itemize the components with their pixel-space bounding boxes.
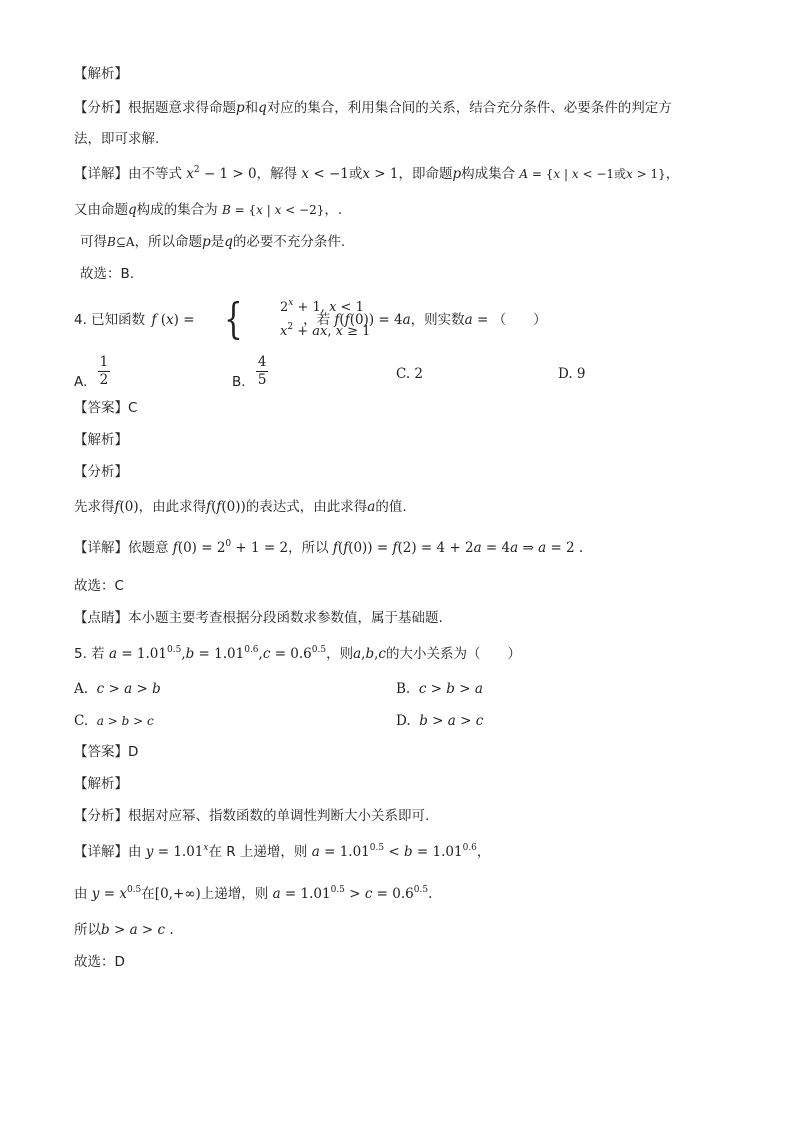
fraction-1-2: $\frac{1}{2}$: [99, 354, 109, 388]
text: 在: [141, 886, 155, 902]
text: 的大小关系为（ ）: [385, 646, 521, 662]
p3-analysis-line-1: 【分析】根据题意求得命题p和q对应的集合，利用集合间的关系，结合充分条件、必要条件的判定方: [74, 100, 672, 116]
text: 可得: [80, 234, 107, 250]
q4-dianjing: [74, 608, 443, 628]
piecewise-case-2: $x^2$ + ax, x ≥ 1: [280, 322, 371, 339]
text: B.: [232, 373, 246, 390]
text: 【答案】: [74, 744, 128, 760]
p3-detail-line-2: 又由命题q构成的集合为 B = {x | x < −2}，.: [74, 202, 343, 218]
text: 【点睛】: [74, 610, 128, 626]
q5-option-c: C. a > b > c: [74, 713, 154, 729]
jiexi-label: 【解析】: [74, 66, 128, 82]
text: B.: [396, 681, 411, 697]
text: 【详解】: [74, 844, 128, 860]
text: 【答案】: [74, 400, 128, 416]
text: A.: [74, 681, 89, 697]
text: 根据题意求得命题: [128, 100, 236, 116]
q4-option-b: [232, 354, 268, 389]
p3-detail-line-3: 可得B⊆A，所以命题p是q的必要不充分条件.: [80, 234, 346, 250]
q4-answer: [74, 398, 137, 418]
text: 由: [128, 844, 142, 860]
text: 5. 若: [74, 646, 105, 662]
q5-stem: 5. 若 $a = 1.01^{0.5},b = 1.01^{0.6},c = 0.6^{0.5}$，则a,b,c的大小关系为（ ）: [74, 645, 521, 662]
text: 的值.: [375, 499, 407, 515]
text: 或: [348, 166, 363, 182]
q4-option-c: C. 2: [396, 366, 424, 382]
q4-stem: 4. 已知函数 f (x) = { $2^x + 1$, x < 1 $x^2$ + ax, x ≥ 1 ，若 f(f(0)) = 4a，则实数a = （ ）: [74, 294, 547, 343]
text: 所以: [74, 922, 101, 938]
text: 上递增，则: [200, 886, 269, 902]
q4-detail: 【详解】依题意 $f(0) = 2^0 + 1 = 2$，所以 f(f(0)) = f(2) = 4 + 2a = 4a ⇒ a = 2 .: [74, 539, 584, 556]
q5-option-d: D. b > a > c: [396, 713, 484, 729]
q5-analysis: [74, 806, 429, 826]
text: ，则实数: [410, 312, 465, 328]
text: D.: [396, 713, 411, 729]
text: 根据对应幂、指数函数的单调性判断大小关系即可.: [128, 808, 430, 824]
text: 【详解】: [74, 540, 128, 556]
q4-option-d: D. 9: [558, 366, 586, 382]
jiexi-heading-3: [74, 64, 128, 84]
q4-analysis: 先求得f(0)，由此求得f(f(0))的表达式，由此求得a的值.: [74, 499, 407, 515]
text: 对应的集合，利用集合间的关系，结合充分条件、必要条件的判定方: [266, 100, 672, 116]
text: ，所以命题: [134, 234, 203, 250]
text: 是: [210, 234, 225, 250]
fenxi-label: 【分析】: [74, 100, 128, 116]
text: 先求得: [74, 499, 115, 515]
text: 的必要不充分条件.: [232, 234, 346, 250]
jiexi-heading-4: 【解析】: [74, 432, 128, 448]
text: ，: [476, 844, 491, 860]
q5-option-a: A. c > a > b: [74, 681, 161, 697]
text: 和: [244, 100, 259, 116]
text: 构成集合: [461, 166, 516, 182]
piecewise-brace: {: [224, 294, 243, 343]
q5-conclusion: 所以b > a > c .: [74, 922, 174, 938]
p3-detail-line-1: 【详解】由不等式 $x^2 - 1 > 0$，解得 x < −1或x > 1，即命题p构成集合 A = {x | x < −1或x > 1}，: [74, 165, 680, 182]
text: ，由此求得: [138, 499, 207, 515]
piecewise-case-1: $2^x + 1$, x < 1: [280, 298, 364, 315]
q4-choice: 故选：C: [74, 578, 124, 594]
q4-option-a: [74, 354, 110, 389]
text: ，: [665, 166, 680, 182]
text: ，则: [326, 646, 354, 662]
text: ，即命题: [398, 166, 453, 182]
q5-option-b: B. c > b > a: [396, 681, 483, 697]
p3-choice: 故选：B.: [80, 266, 135, 282]
text: ，解得: [256, 166, 298, 182]
text: 构成的集合为: [136, 202, 218, 218]
text: C: [128, 400, 138, 416]
text: 【分析】: [74, 808, 128, 824]
text: ，所以: [288, 540, 329, 556]
fenxi-heading-4: 【分析】: [74, 464, 128, 480]
text: 法，即可求解.: [74, 131, 160, 147]
text: ，若: [303, 312, 331, 328]
text: 在 R 上递增，则: [208, 844, 308, 860]
text: （ ）: [492, 312, 547, 328]
text: 4. 已知函数: [74, 312, 146, 328]
text: ，.: [324, 202, 343, 218]
text: 依题意: [128, 540, 169, 556]
text: 又由命题: [74, 202, 128, 218]
text: A.: [74, 373, 88, 390]
q5-detail-line-2: 由 $y = x^{0.5}$在[0,+∞)上递增，则 $a = 1.01^{0.5} > c = 0.6^{0.5}$.: [74, 885, 433, 902]
q5-detail-line-1: 【详解】由 $y = 1.01^x$在 R 上递增，则 $a = 1.01^{0.5} < b = 1.01^{0.6}$，: [74, 843, 491, 860]
q5-answer: [74, 742, 138, 762]
text: D: [128, 744, 139, 760]
text: 由: [74, 886, 88, 902]
text: 或: [614, 167, 627, 181]
fraction-4-5: $\frac{4}{5}$: [257, 354, 267, 388]
text: 的表达式，由此求得: [245, 499, 368, 515]
p3-analysis-line-2: [74, 129, 159, 149]
text: 由不等式: [128, 166, 182, 182]
xiangjie-label: 【详解】: [74, 166, 128, 182]
jiexi-heading-5: 【解析】: [74, 776, 128, 792]
q5-choice: 故选：D: [74, 954, 125, 970]
text: 本小题主要考查根据分段函数求参数值，属于基础题.: [128, 610, 443, 626]
text: C.: [74, 713, 89, 729]
